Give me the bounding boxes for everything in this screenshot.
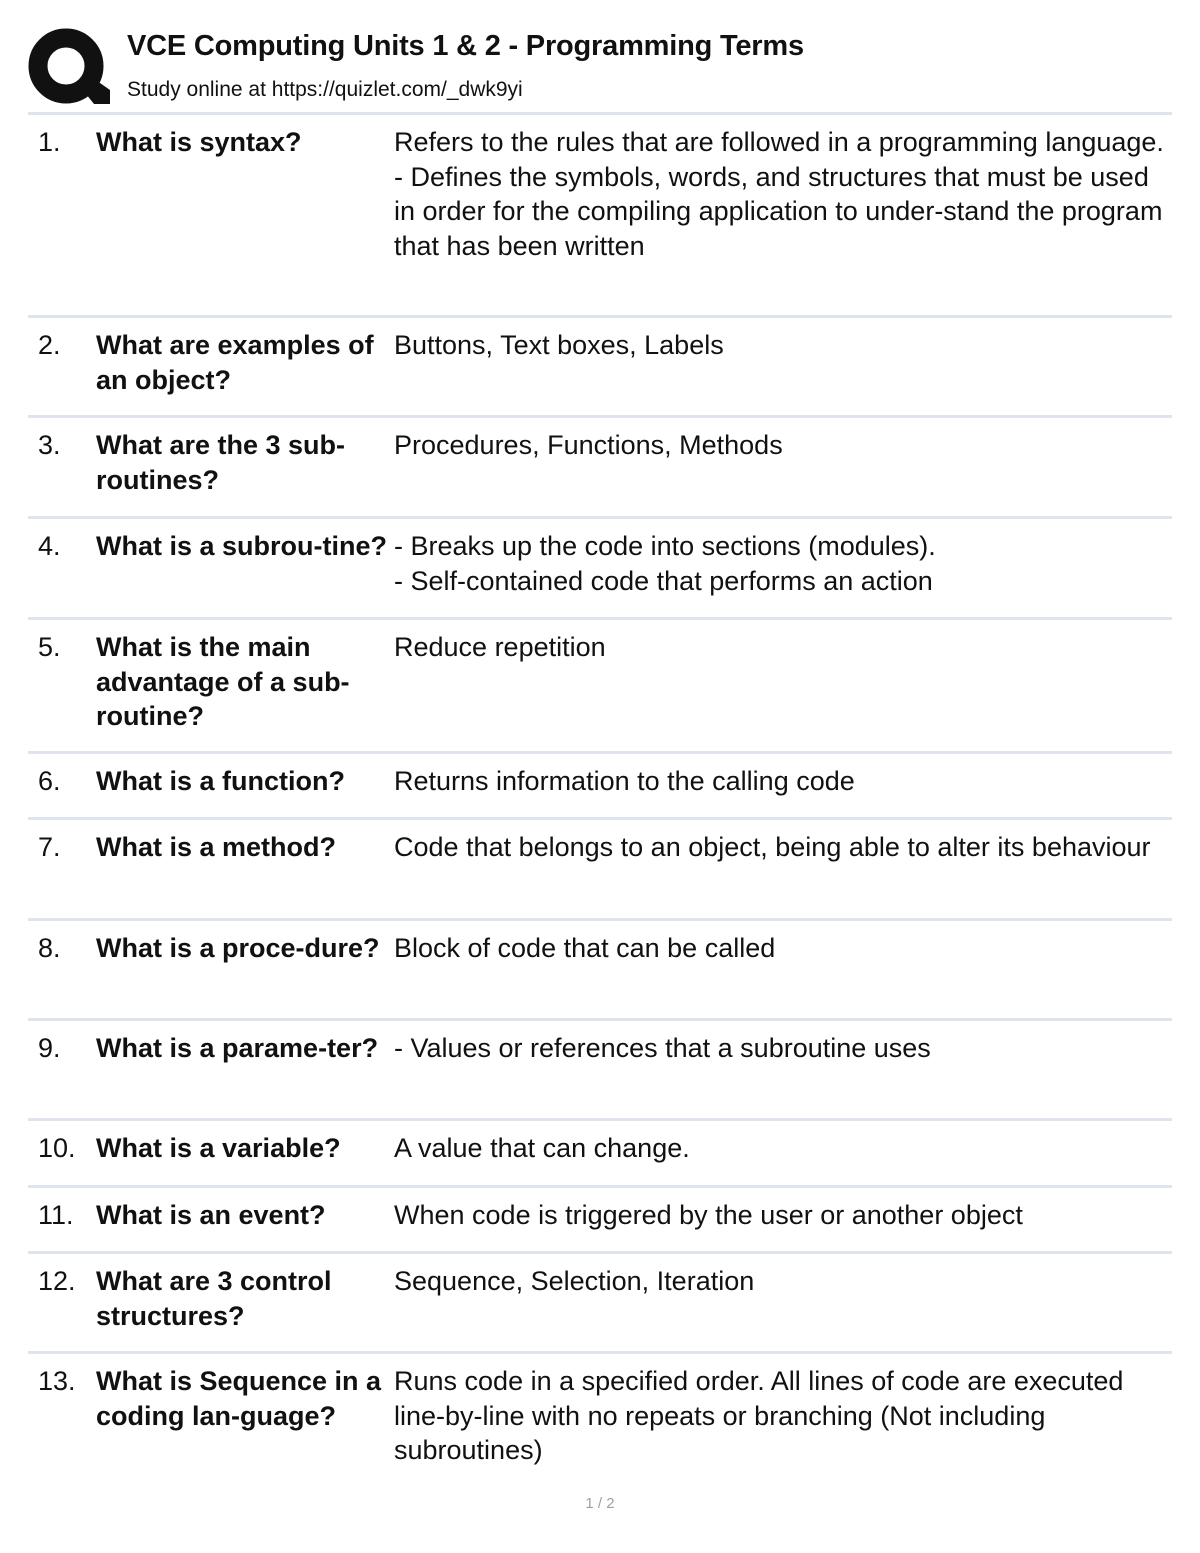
term-definition: Code that belongs to an object, being able to alter its behaviour bbox=[394, 832, 1151, 862]
term-row bbox=[28, 1254, 1172, 1354]
term-definition: Block of code that can be called bbox=[394, 933, 776, 963]
term-row bbox=[28, 1188, 1172, 1254]
term-number: 9. bbox=[38, 1033, 61, 1063]
term-row bbox=[28, 921, 1172, 1021]
term-definition: Reduce repetition bbox=[394, 632, 606, 662]
term-question: What are the 3 sub-routines? bbox=[96, 430, 346, 495]
term-definition: Sequence, Selection, Iteration bbox=[394, 1266, 755, 1296]
term-question: What is a parame-ter? bbox=[96, 1033, 379, 1063]
term-number: 12. bbox=[38, 1266, 76, 1296]
term-question: What is an event? bbox=[96, 1200, 326, 1230]
study-online-link[interactable]: Study online at https://quizlet.com/_dwk9yi bbox=[127, 78, 523, 101]
document-header bbox=[0, 0, 1200, 112]
term-question: What is a variable? bbox=[96, 1133, 341, 1163]
term-definition: Returns information to the calling code bbox=[394, 766, 855, 796]
term-row bbox=[28, 820, 1172, 921]
term-definition: Runs code in a specified order. All lines of code are executed line-by-line with no repeats or branching (Not including subroutines) bbox=[394, 1366, 1124, 1465]
term-question: What is a method? bbox=[96, 832, 337, 862]
term-row bbox=[28, 115, 1172, 318]
term-number: 11. bbox=[38, 1200, 74, 1230]
term-definition: - Breaks up the code into sections (modules). - Self-contained code that performs an action bbox=[394, 531, 936, 596]
term-question: What is the main advantage of a sub-routine? bbox=[96, 632, 350, 731]
term-row bbox=[28, 418, 1172, 519]
term-question: What is a subrou-tine? bbox=[96, 531, 388, 561]
term-row bbox=[28, 318, 1172, 418]
term-question: What is syntax? bbox=[96, 127, 302, 157]
term-row bbox=[28, 754, 1172, 820]
term-row bbox=[28, 1121, 1172, 1188]
term-question: What are 3 control structures? bbox=[96, 1266, 332, 1331]
term-number: 7. bbox=[38, 832, 61, 862]
term-definition: When code is triggered by the user or another object bbox=[394, 1200, 1023, 1230]
terms-list bbox=[28, 115, 1172, 1488]
term-row bbox=[28, 620, 1172, 754]
quizlet-logo-icon bbox=[28, 26, 110, 108]
term-number: 4. bbox=[38, 531, 61, 561]
term-question: What is a proce-dure? bbox=[96, 933, 380, 963]
term-row bbox=[28, 1354, 1172, 1488]
term-definition: Procedures, Functions, Methods bbox=[394, 430, 783, 460]
term-number: 3. bbox=[38, 430, 61, 460]
term-question: What are examples of an object? bbox=[96, 330, 374, 395]
page-number: 1 / 2 bbox=[585, 1495, 615, 1512]
term-number: 2. bbox=[38, 330, 61, 360]
term-number: 5. bbox=[38, 632, 61, 662]
term-question: What is a function? bbox=[96, 766, 345, 796]
term-number: 10. bbox=[38, 1133, 76, 1163]
term-definition: Refers to the rules that are followed in a programming language. - Defines the symbols, words, and structures that must be used in order for the compiling application to under-stand the program that has been written bbox=[394, 127, 1164, 261]
term-definition: A value that can change. bbox=[394, 1133, 690, 1163]
term-definition: - Values or references that a subroutine uses bbox=[394, 1033, 931, 1063]
term-number: 13. bbox=[38, 1366, 76, 1396]
term-question: What is Sequence in a coding lan-guage? bbox=[96, 1366, 382, 1431]
term-row bbox=[28, 519, 1172, 620]
term-number: 8. bbox=[38, 933, 61, 963]
term-number: 1. bbox=[38, 127, 61, 157]
term-number: 6. bbox=[38, 766, 61, 796]
term-definition: Buttons, Text boxes, Labels bbox=[394, 330, 724, 360]
document-title: VCE Computing Units 1 & 2 - Programming Terms bbox=[127, 30, 804, 62]
term-row bbox=[28, 1021, 1172, 1121]
